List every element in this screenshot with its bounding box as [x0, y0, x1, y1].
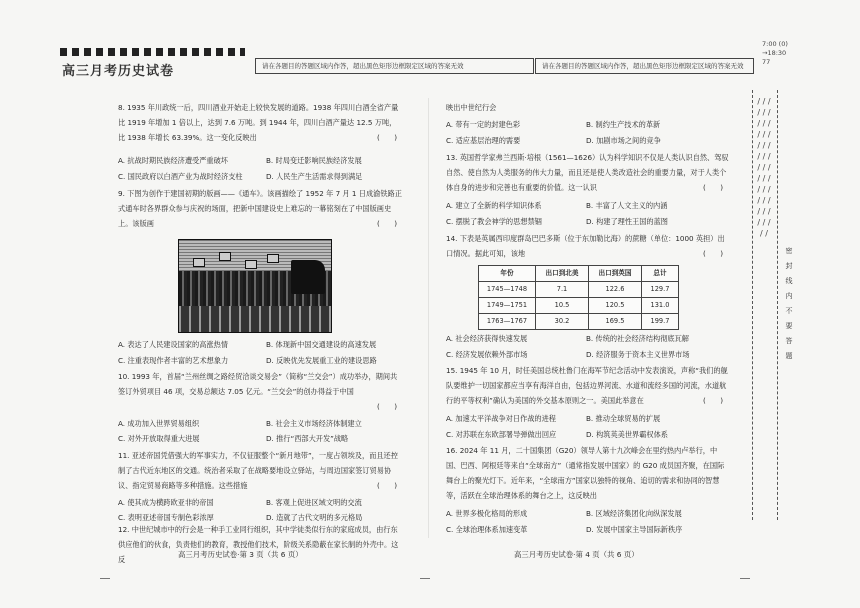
table-cell: 1745—1748 [479, 282, 536, 298]
option-d: D. 构建了理性王国的蓝图 [586, 217, 668, 226]
question-stem: 16. 2024 年 11 月，二十国集团（G20）领导人第十九次峰会在里约热内卢举行，中国、巴西、阿根廷等来自“全球南方”（通常指发展中国家）的 G20 成员国齐聚，在国际舞台上的聚光灯下。近年来，“全球南方”国家以独特的视角、追切的需求和协同的智慧等，活跃在全球治理体系的舞台之上，这反映出 [446, 446, 725, 500]
table-cell: 199.7 [642, 314, 679, 330]
table-header: 出口到英国 [589, 266, 642, 282]
answer-bracket: ( ) [703, 183, 723, 192]
option-a: A. 成功加入世界贸易组织 [118, 419, 200, 428]
woodcut-print-image [178, 239, 332, 333]
option-d: D. 造就了古代文明的多元格局 [266, 513, 363, 522]
question-stem: 10. 1993 年，首届“兰州丝绸之路经贸洽谈交易会”（简称“兰交会”）成功举办，期间共签订外贸项目 46 项，交易总额达 7.05 亿元。“兰交会”的创办得益于中国 [118, 372, 398, 396]
table-header: 出口到北美 [536, 266, 589, 282]
margin-handwritten-note: 7:00 (0) →18:30 77 [762, 40, 788, 66]
answer-area-warning-right: 请在各题目的答题区域内作答，超出黑色矩形边框限定区域的答案无效 [535, 58, 754, 74]
option-a: A. 社会经济获得快速发展 [446, 334, 528, 343]
answer-bracket: ( ) [703, 249, 723, 258]
table-row [479, 314, 679, 330]
table-cell: 10.5 [536, 298, 589, 314]
option-d: D. 经济服务于资本主义世界市场 [586, 350, 690, 359]
option-a: A. 抗战时期民族经济遭受严重破坏 [118, 156, 228, 165]
question-16 [446, 443, 729, 534]
question-stem: 11. 亚述帝国凭借强大的军事实力，不仅征服整个“新月地带”，一度占领埃及，而且还控制了古代近东地区的交通。统治者采取了在战略要地设立驿站，与周边国家签订贸易协议、指定贸易商路等多种措施。这些措施 [118, 451, 398, 490]
table-header: 年份 [479, 266, 536, 282]
answer-area-warning-left: 请在各题目的答题区域内作答，超出黑色矩形边框限定区域的答案无效 [255, 58, 534, 74]
option-d: D. 人民生产生活需求得到满足 [266, 172, 363, 181]
question-stem: 12. 中世纪城市中的行会是一种手工业同行组织，其中学徒类似行东的家庭成员，由行东供应他们的伙食，负责他们的教育，教授他们技术，阶级关系隐蔽在家长制的外壳中。这反 [118, 525, 399, 564]
table-header: 总计 [642, 266, 679, 282]
option-c: C. 适应基层治理的需要 [446, 136, 521, 145]
answer-bracket: ( ) [377, 219, 397, 228]
option-c: C. 对苏联在东欧部署导弹做出回应 [446, 430, 557, 439]
seal-line-hatching: / / / / / / / / / / / / / / / / / / / / / / / / / / / / / / / / / / / / / / [757, 97, 771, 238]
question-15 [446, 363, 729, 439]
question-13 [446, 150, 729, 226]
option-d: D. 加剧市场之间的竞争 [586, 136, 661, 145]
option-d: D. 构筑英美世界霸权体系 [586, 430, 668, 439]
question-stem: 15. 1945 年 10 月，时任美国总统杜鲁门在海军节纪念活动中发表演说，声称“我们的舰队要维护一切国家都应当享有海洋自由，包括边界河流、水道和流经多国的河流，水道航行的平等权利”确认为美国的外交基本原则之一。美国此举意在 [446, 366, 728, 405]
option-b: B. 体现新中国交通建设的高速发展 [266, 340, 377, 349]
table-cell: 1763—1767 [479, 314, 536, 330]
option-d: D. 推行“西部大开发”战略 [266, 434, 349, 443]
question-stem: 13. 英国哲学家弗兰西斯·培根（1561—1626）认为科学知识不仅是人类认识自然、驾驭自然、使自然为人类服务的伟大力量，而且还是使人类改造社会的重要力量，对于人类个体自身的进步和完善也有重要的价值。这一认识 [446, 153, 729, 192]
option-a: A. 加速太平洋战争对日作战的进程 [446, 414, 556, 423]
option-d: D. 发展中国家主导国际新秩序 [586, 525, 683, 534]
option-c: C. 经济发展依赖外部市场 [446, 350, 528, 359]
option-c: C. 表明亚述帝国专制色彩浓厚 [118, 513, 214, 522]
option-b: B. 丰富了人文主义的内涵 [586, 201, 668, 210]
option-c: C. 摆脱了教会神学的思想禁锢 [446, 217, 542, 226]
option-b: B. 推动全球贸易的扩展 [586, 414, 661, 423]
option-c: C. 注重表现作者丰富的艺术想象力 [118, 356, 229, 365]
table-cell: 129.7 [642, 282, 679, 298]
table-cell: 122.6 [589, 282, 642, 298]
table-header-row [479, 266, 679, 282]
question-11 [118, 448, 403, 522]
table-cell: 169.5 [589, 314, 642, 330]
option-b: B. 客观上促进区域文明的交流 [266, 498, 362, 507]
table-cell: 131.0 [642, 298, 679, 314]
option-a: A. 使其成为横跨欧亚非的帝国 [118, 498, 214, 507]
option-b: B. 制约生产技术的革新 [586, 120, 661, 129]
question-stem: 8. 1935 年川政统一后，四川酒业开始走上较快发展的道路。1938 年四川白酒全省产量比 1919 年增加 1 倍以上，达到 7.6 万吨。到 1944 年，四川白酒产量达 12.5 万吨，比 1938 年增长 63.39%。这一变化反映出 [118, 103, 399, 142]
answer-bracket: ( ) [377, 402, 397, 411]
question-8 [118, 100, 403, 181]
option-a: A. 建立了全新的科学知识体系 [446, 201, 542, 210]
option-d: D. 反映优先发展重工业的建设思路 [266, 356, 377, 365]
option-a: A. 带有一定的封建色彩 [446, 120, 521, 129]
option-c: C. 全球治理体系加速变革 [446, 525, 528, 534]
page-divider [428, 98, 429, 538]
question-12-continued [446, 100, 729, 145]
table-cell: 120.5 [589, 298, 642, 314]
option-b: B. 时局变迁影响民族经济发展 [266, 156, 362, 165]
table-cell: 1749—1751 [479, 298, 536, 314]
question-14 [446, 231, 729, 359]
option-a: A. 表达了人民建设国家的高涨热情 [118, 340, 228, 349]
answer-bracket: ( ) [377, 133, 397, 142]
question-stem: 映出中世纪行会 [446, 103, 497, 112]
page-footer-left: 高三月考历史试卷·第 3 页（共 6 页） [178, 550, 303, 559]
answer-bracket: ( ) [377, 481, 397, 490]
question-stem: 14. 下表是英属西印度群岛巴巴多斯（位于东加勒比海）的蔗糖（单位：1000 英担）出口情况。据此可知，该地 [446, 234, 725, 258]
table-cell: 7.1 [536, 282, 589, 298]
sugar-export-table [478, 265, 679, 330]
page-footer-right: 高三月考历史试卷·第 4 页（共 6 页） [514, 550, 639, 559]
option-b: B. 社会主义市场经济体制建立 [266, 419, 362, 428]
question-stem: 9. 下图为创作于建国初期的版画——《通车》。该画描绘了 1952 年 7 月 1 日成渝铁路正式通车时各界群众参与庆祝的场面，把新中国建设史上难忘的一幕铭刻在了中国版画史上。该版画 [118, 189, 402, 228]
answer-bracket: ( ) [703, 396, 723, 405]
corner-mark [420, 568, 430, 579]
option-c: C. 国民政府以白酒产业为战时经济支柱 [118, 172, 243, 181]
seal-line-label: 密封线内不要答题 [785, 247, 793, 360]
corner-mark [740, 568, 750, 579]
corner-mark [100, 568, 110, 579]
question-9 [118, 186, 403, 365]
binding-dash-strip [60, 48, 245, 56]
option-a: A. 世界多极化格局的形成 [446, 509, 528, 518]
question-10 [118, 369, 403, 443]
table-row [479, 282, 679, 298]
option-c: C. 对外开放取得重大进展 [118, 434, 200, 443]
option-b: B. 区域经济集团化向纵深发展 [586, 509, 682, 518]
exam-title: 高三月考历史试卷 [62, 64, 175, 79]
table-cell: 30.2 [536, 314, 589, 330]
option-b: B. 传统的社会经济结构彻底瓦解 [586, 334, 689, 343]
table-row [479, 298, 679, 314]
